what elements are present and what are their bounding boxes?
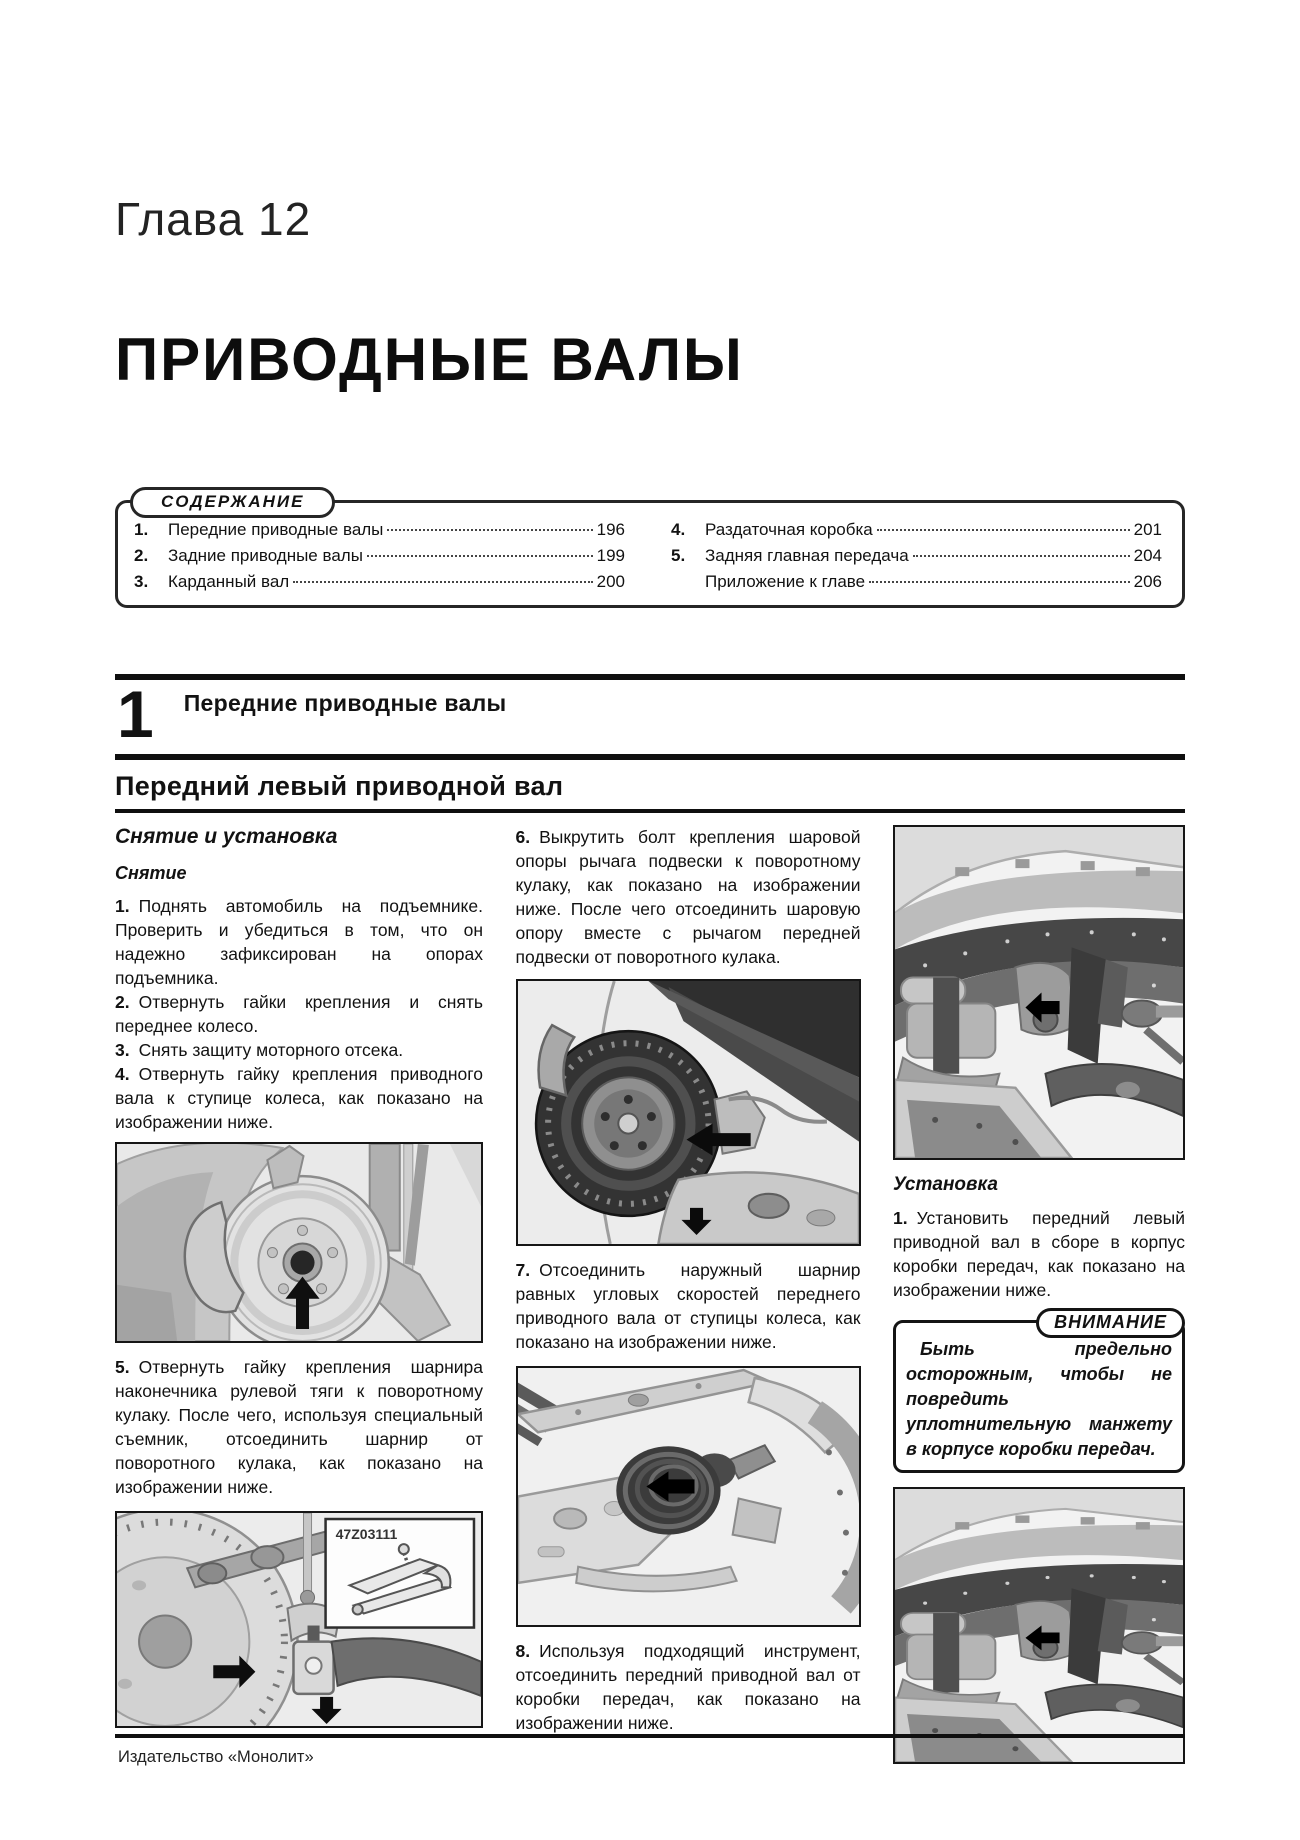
column-middle [516, 825, 861, 1735]
toc-entry-label: Задние приводные валы [168, 546, 363, 565]
puller-inset [326, 1519, 474, 1628]
toc-leader-dots [877, 529, 1130, 531]
warning-text: Быть предельно осторожным, чтобы не повредить уплотнительную манжету в корпусе коробки передач. [906, 1339, 1172, 1459]
step-number: 4. [115, 1064, 130, 1084]
step [516, 1639, 861, 1735]
step [115, 1062, 483, 1134]
lower-arm [658, 1172, 859, 1244]
step-number: 6. [515, 827, 531, 847]
step [115, 1038, 483, 1062]
installation-heading: Установка [893, 1174, 998, 1195]
toc-entry-number: 5. [671, 546, 686, 565]
toc-entry[interactable] [671, 543, 1162, 569]
toc-entry-label: Передние приводные валы [168, 520, 384, 539]
toc-column-right [671, 517, 1162, 595]
step-number: 1. [893, 1208, 908, 1228]
toc-entry-number: 2. [134, 546, 149, 565]
toc-entry-page: 199 [596, 546, 625, 565]
toc-box [115, 492, 1185, 608]
column-right [893, 825, 1185, 1764]
puller-code-label: 47Z03111 [335, 1526, 398, 1543]
ball-joint-illustration [518, 981, 859, 1244]
underbody-illustration [895, 827, 1183, 1158]
toc-entry-page: 204 [1133, 546, 1162, 565]
toc-tab-label: СОДЕРЖАНИЕ [130, 487, 335, 518]
section-number: 1 [117, 677, 154, 751]
toc-leader-dots [913, 555, 1130, 557]
underbody-art [895, 827, 1183, 1158]
step-text: Снять защиту моторного отсека. [138, 1040, 404, 1060]
step-text: Выкрутить болт крепления шаровой опоры рычага подвески к поворотному кулаку, как показано на изображении ниже. После чего отсоединить шаровую опору вместе с рычагом передней подвески от поворотного кулака. [515, 827, 861, 967]
step-text: Отвернуть гайки крепления и снять переднее колесо. [115, 992, 483, 1036]
step [893, 1206, 1185, 1302]
figure-cv-joint [516, 1366, 861, 1627]
toc-entry[interactable] [671, 569, 1162, 595]
toc-leader-dots [293, 581, 592, 583]
step-text: Установить передний левый приводной вал в сборе в корпус коробки передач, как показано на изображении ниже. [893, 1208, 1185, 1300]
step-text: Используя подходящий инструмент, отсоединить передний приводной вал от коробки передач, как показано на изображении ниже. [515, 1641, 861, 1733]
removal-heading: Снятие [115, 863, 187, 883]
step-text: Отвернуть гайку крепления приводного вала к ступице колеса, как показано на изображении ниже. [115, 1064, 483, 1132]
toc-leader-dots [387, 529, 592, 531]
toc-leader-dots [367, 555, 593, 557]
page-title: ПРИВОДНЫЕ ВАЛЫ [115, 326, 744, 393]
step [516, 825, 861, 969]
step-number: 8. [515, 1641, 531, 1661]
toc-entry-page: 201 [1133, 520, 1162, 539]
toc-entry-number: 4. [671, 520, 686, 539]
toc-entry[interactable] [134, 543, 625, 569]
removal-install-heading: Снятие и установка [115, 825, 338, 848]
step-number: 1. [115, 896, 130, 916]
toc-entry-page: 196 [596, 520, 625, 539]
figure-hub-nut [115, 1142, 483, 1343]
tie-rod-illustration [117, 1513, 481, 1726]
toc-entry[interactable] [134, 569, 625, 595]
step [115, 1355, 483, 1499]
step-number: 7. [515, 1260, 531, 1280]
subsection-title: Передний левый приводной вал [115, 760, 1185, 813]
toc-entry-label: Приложение к главе [705, 572, 866, 591]
underbody-illustration [895, 1489, 1183, 1762]
toc-entry-label: Раздаточная коробка [705, 520, 873, 539]
footer-rule [115, 1734, 1185, 1738]
toc-leader-dots [869, 581, 1130, 583]
step-number: 5. [115, 1357, 130, 1377]
toc-column-left [134, 517, 625, 595]
step-number: 2. [115, 992, 130, 1012]
toc-entry-page: 206 [1133, 572, 1162, 591]
publisher-footer: Издательство «Монолит» [118, 1748, 314, 1766]
step-text: Отсоединить наружный шарнир равных угловых скоростей переднего приводного вала от ступицы колеса, как показано на изображении ниже. [515, 1260, 861, 1352]
step-text: Поднять автомобиль на подъемнике. Проверить и убедиться в том, что он надежно зафиксирован на опорах подъемника. [115, 896, 483, 988]
section-title: Передние приводные валы [183, 690, 507, 716]
toc-entry-number: 1. [134, 520, 149, 539]
step [115, 990, 483, 1038]
toc-entry-label: Задняя главная передача [705, 546, 909, 565]
toc-entry-label: Карданный вал [168, 572, 290, 591]
hub-nut-illustration [117, 1144, 481, 1341]
cv-joint-illustration [518, 1368, 859, 1625]
toc-entry-number: 3. [134, 572, 149, 591]
chapter-label: Глава 12 [115, 193, 312, 245]
warning-tab-label: ВНИМАНИЕ [1036, 1308, 1185, 1338]
figure-ball-joint [516, 979, 861, 1246]
toc-entry[interactable] [671, 517, 1162, 543]
toc-entry-page: 200 [596, 572, 625, 591]
column-left [115, 825, 483, 1728]
figure-tie-rod-puller [115, 1511, 483, 1728]
warning-box [893, 1312, 1185, 1473]
step [516, 1258, 861, 1354]
section-header [115, 674, 1185, 760]
step [115, 894, 483, 990]
step-number: 3. [115, 1040, 130, 1060]
figure-gearbox-top [893, 825, 1185, 1160]
step-text: Отвернуть гайку крепления шарнира наконечника рулевой тяги к поворотному кулаку. После чего, используя специальный съемник, отсоединить шарнир от поворотного кулака, как показано на изображении ниже. [115, 1357, 483, 1497]
figure-gearbox-bottom [893, 1487, 1185, 1764]
toc-entry[interactable] [134, 517, 625, 543]
